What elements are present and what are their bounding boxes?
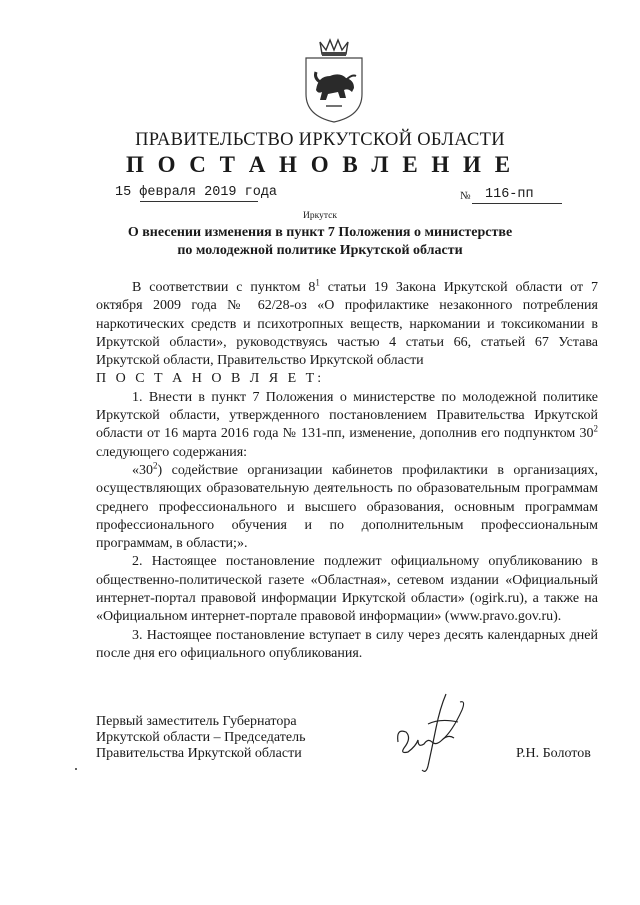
item-3-paragraph: 3. Настоящее постановление вступает в силу через десять календарных дней после дня его официального опубликования. bbox=[96, 627, 598, 661]
government-title: ПРАВИТЕЛЬСТВО ИРКУТСКОЙ ОБЛАСТИ bbox=[135, 130, 505, 150]
document-type-title: П О С Т А Н О В Л Е Н И Е bbox=[125, 152, 515, 177]
date-underline bbox=[140, 201, 258, 202]
item-2-paragraph: 2. Настоящее постановление подлежит официальному опубликованию в общественно-политической газете «Областная», сетевом издании «Официальный интернет-портал правовой информации Иркутской области» (ogirk.ru), а также на «Официальном интернет-портале правовой информации» (www.pravo.gov.ru). bbox=[96, 554, 598, 625]
postanovlyaet-heading: П О С Т А Н О В Л Я Е Т: bbox=[96, 371, 325, 387]
signatory-line-3: Правительства Иркутской области bbox=[96, 746, 302, 761]
signer-name: Р.Н. Болотов bbox=[516, 746, 591, 761]
document-body bbox=[96, 279, 598, 663]
item-1-paragraph: 1. Внести в пункт 7 Положения о министерстве по молодежной политике Иркутской области, утвержденного постановлением Правительства Иркутской области от 16 марта 2016 года № 131-пп, изменение, дополнив его подпунктом $30^2$ следующего содержания: bbox=[96, 389, 598, 460]
city-label: Иркутск bbox=[303, 211, 337, 221]
document-subject bbox=[120, 224, 520, 260]
subject-line-2: по молодежной политике Иркутской области bbox=[177, 243, 463, 258]
quoted-subitem-paragraph: «$30^2$) содействие организации кабинетов профилактики в организациях, осуществляющих образовательную деятельность по образовательным программам среднего профессионального и высшего образования, основным программам профессионального обучения и по дополнительным профессиональным программам, в области;». bbox=[96, 460, 598, 552]
number-underline bbox=[472, 203, 562, 204]
signatory-line-1: Первый заместитель Губернатора bbox=[96, 714, 297, 729]
document-date: 15 февраля 2019 года bbox=[115, 185, 278, 200]
document-number: 116-пп bbox=[485, 187, 534, 202]
signatory-title bbox=[96, 714, 305, 762]
handwritten-signature bbox=[392, 688, 472, 780]
signatory-line-2: Иркутской области – Председатель bbox=[96, 730, 306, 745]
margin-dot bbox=[75, 768, 77, 770]
number-sign: № bbox=[460, 190, 471, 202]
coat-of-arms-emblem bbox=[296, 36, 372, 124]
intro-paragraph: В соответствии с пунктом $8^1$ статьи 19 Закона Иркутской области от 7 октября 2009 года № 62/28-оз «О профилактике незаконного потребления наркотических средств и психотропных веществ, наркомании и токсикомании в Иркутской области», руководствуясь частью 4 статьи 66, статьей 67 Устава Иркутской области, Правительство Иркутской области bbox=[96, 277, 598, 369]
subject-line-1: О внесении изменения в пункт 7 Положения о министерстве bbox=[127, 225, 513, 240]
